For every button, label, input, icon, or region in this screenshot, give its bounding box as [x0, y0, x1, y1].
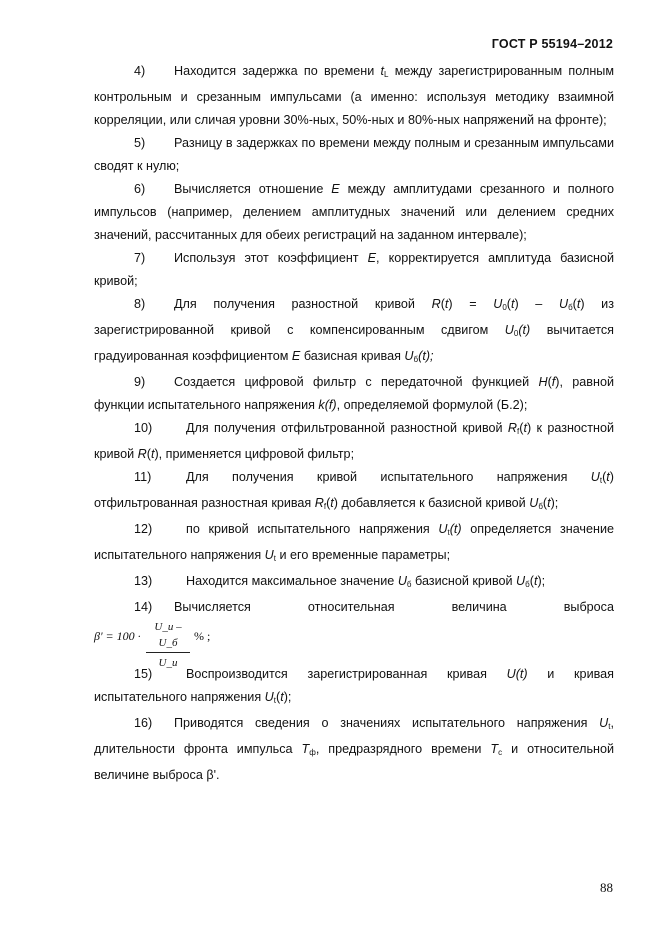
list-item-11: 11) Для получения кривой испытательного напряжения $U_t(t)$ отфильтрованная разностная кривая $R_f(t)$ добавляется к базисной кривой $U_б(t)$;: [94, 470, 614, 511]
list-item-5: 5) Разницу в задержках по времени между полным и срезанным импульсами сводят к нулю;: [94, 136, 614, 173]
list-item-16: 16) Приводятся сведения о значениях испытательного напряжения $U_t$, длительности фронта импульса $T_ф$, предразрядного времени $T_c$ и относительной величине выброса β'.: [94, 716, 614, 782]
list-item-15: 15) Воспроизводится зарегистрированная кривая U(t) и кривая испытательного напряжения $U_t(t)$;: [94, 667, 614, 705]
list-item-6: 6) Вычисляется отношение E между амплитудами срезанного и полного импульсов (например, делением амплитудных значений или делением средних значений, рассчитанных для обеих регистраций на заданном интервале);: [94, 182, 614, 242]
document-body: [94, 60, 614, 787]
formula-lhs: β' = 100 ·: [94, 629, 141, 643]
list-item-8: 8) Для получения разностной кривой $R(t) = U_0(t) - U_б(t)$ из зарегистрированной кривой с компенсированным сдвигом $U_0(t)$ вычитается градуированная коэффициентом E базисная кривая $U_б(t)$;: [94, 297, 615, 364]
list-item-9: 9) Создается цифровой фильтр с передаточной функцией H(f), равной функции испытательного напряжения k(f), определяемой формулой (Б.2);: [94, 375, 614, 412]
list-item-13: 13) Находится максимальное значение $U_б$ базисной кривой $U_б(t)$;: [134, 574, 546, 589]
formula-rhs: % ;: [194, 629, 211, 643]
list-item-14: 14) Вычисляется относительная величина выброса: [134, 600, 614, 614]
list-item-12: 12) по кривой испытательного напряжения $U_t(t)$ определяется значение испытательного напряжения $U_t$ и его временные параметры;: [94, 522, 614, 563]
list-item-4: 4) Находится задержка по времени $t_L$ между зарегистрированным полным контрольным и срезанным импульсами (а именно: используя методику взаимной корреляции, или сличая уровни 30%-ных, 50%-ных и 80%-ных напряжений на фронте);: [94, 64, 614, 127]
overshoot-formula: [94, 619, 614, 669]
document-header-id: ГОСТ Р 55194–2012: [491, 37, 613, 51]
list-item-10: 10) Для получения отфильтрованной разностной кривой $R_f(t)$ к разностной кривой R(t), применяется цифровой фильтр;: [94, 421, 614, 461]
formula-numerator: U_и – U_б: [154, 621, 182, 649]
page-number: 88: [600, 880, 613, 895]
formula-denominator: U_и: [158, 657, 178, 669]
formula-fraction: [146, 619, 190, 671]
formula-fraction-bar: [146, 652, 190, 653]
list-item-7: 7) Используя этот коэффициент E, корректируется амплитуда базисной кривой;: [94, 251, 615, 288]
